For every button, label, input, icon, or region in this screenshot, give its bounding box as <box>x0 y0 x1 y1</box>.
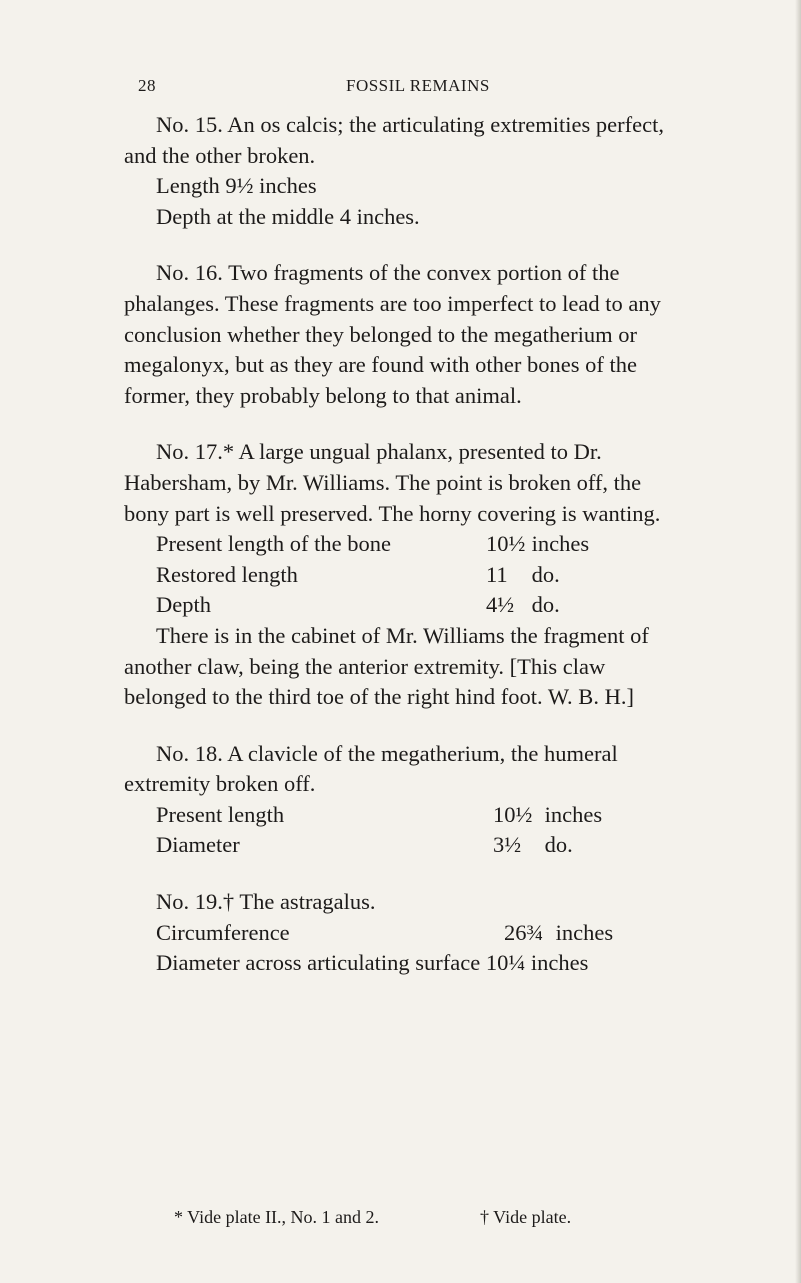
measurement-unit: do. <box>531 561 560 587</box>
entry-no19-title: No. 19.† The astragalus. <box>156 889 376 915</box>
entry-no15-depth: Depth at the middle 4 inches. <box>156 203 420 229</box>
measurement-label: Present length of the bone <box>156 531 391 557</box>
measurement-unit: inches <box>555 919 614 945</box>
measurement-label: Depth <box>156 592 211 618</box>
measurement-row <box>124 830 684 861</box>
page-header <box>0 76 801 106</box>
measurement-row <box>124 560 684 591</box>
entry-no18-paragraph: No. 18. A clavicle of the megatherium, the humeral extremity broken off. <box>124 740 618 797</box>
running-head: FOSSIL REMAINS <box>346 76 490 95</box>
measurement-row <box>124 529 684 560</box>
entry-no16-paragraph: No. 16. Two fragments of the convex portion of the phalanges. These fragments are too imperfect to lead to any conclusion whether they belonged to the megatherium or megalonyx, but as they are found with other bones of the former, they probably belong to that animal. <box>124 260 661 408</box>
measurement-label: Diameter <box>156 832 240 858</box>
footnotes <box>174 1207 572 1228</box>
entry-no15-paragraph: No. 15. An os calcis; the articulating extremities perfect, and the other broken. <box>124 112 664 168</box>
entry-no17-paragraph-2: There is in the cabinet of Mr. Williams the fragment of another claw, being the anterior extremity. [This claw belonged to the third toe of the right hind foot. W. B. H.] <box>124 622 649 710</box>
body-text <box>124 110 684 979</box>
measurement-unit: do. <box>531 592 560 618</box>
page-number: 28 <box>138 76 156 95</box>
entry-no19-diameter: Diameter across articulating surface 10¼ inches <box>156 950 589 976</box>
measurement-value: 11 <box>486 561 508 587</box>
measurement-value: 10½ <box>493 801 533 827</box>
measurement-value: 3½ <box>493 832 522 858</box>
measurement-unit: inches <box>544 801 603 827</box>
measurement-row <box>124 800 684 831</box>
measurement-label: Present length <box>156 801 285 827</box>
measurement-label: Restored length <box>156 561 298 587</box>
entry-no17-paragraph: No. 17.* A large ungual phalanx, presented to Dr. Habersham, by Mr. Williams. The point is broken off, the bony part is well preserved. The horny covering is wanting. <box>124 439 661 526</box>
footnote-1: * Vide plate II., No. 1 and 2. <box>174 1207 380 1227</box>
measurement-value: 10½ <box>486 531 526 557</box>
measurement-unit: inches <box>531 531 590 557</box>
entry-no15-length: Length 9½ inches <box>156 173 317 199</box>
page-edge-shadow <box>795 0 801 1283</box>
measurement-row <box>124 918 684 949</box>
measurement-row <box>124 590 684 621</box>
footnote-2: † Vide plate. <box>480 1207 572 1227</box>
measurement-unit: do. <box>544 832 573 858</box>
measurement-label: Circumference <box>156 919 290 945</box>
measurement-value: 4½ <box>486 592 515 618</box>
measurement-value: 26¾ <box>504 919 544 945</box>
